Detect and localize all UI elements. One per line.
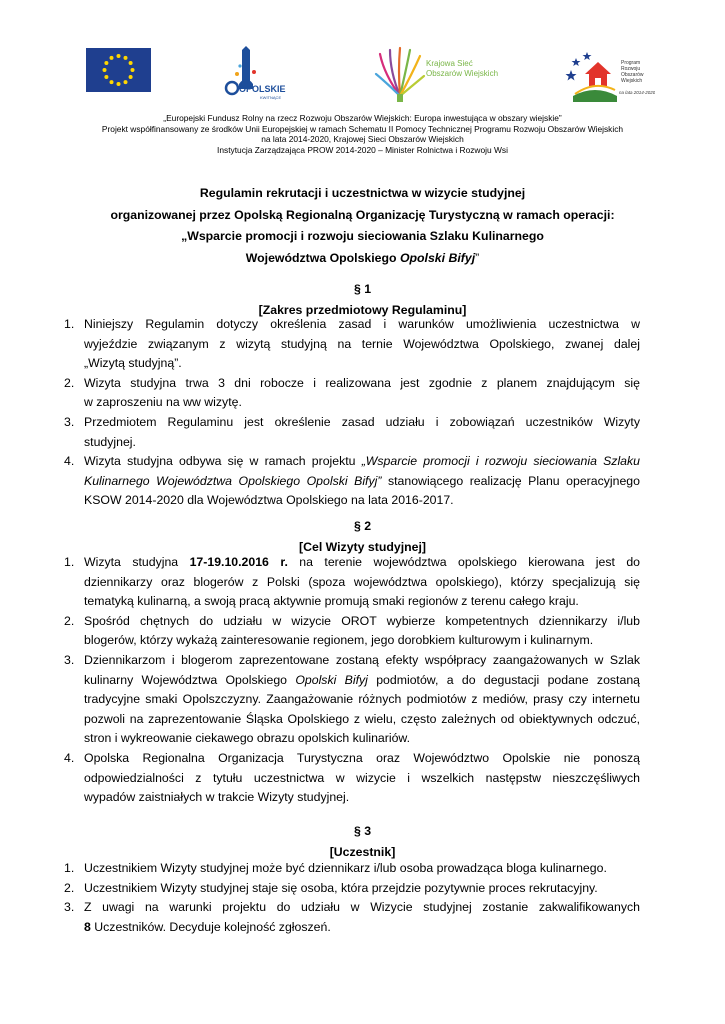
section-heading: [Cel Wizyty studyjnej] [299, 540, 426, 554]
section-number: § 3 [353, 824, 372, 838]
ksow-logo-line2: Obszarów Wiejskich [426, 69, 499, 78]
opolskie-logo-text: OPOLSKIE [239, 84, 286, 94]
list-line [84, 472, 640, 492]
funding-note-line: Instytucja Zarządzająca PROW 2014-2020 – Minister Rolnictwa i Rozwoju Wsi [217, 144, 508, 155]
list-item [64, 374, 640, 413]
list-line: „Wizytą studyjną”. [84, 356, 182, 371]
section-2-list [64, 553, 640, 808]
list-number: 4. [64, 750, 75, 765]
brand-name: Opolski Bifyj [295, 672, 368, 687]
eu-flag-logo [86, 48, 151, 92]
prow-logo-years: na lata 2014-2020 [619, 90, 655, 95]
list-line [84, 452, 640, 472]
ksow-logo [370, 44, 510, 104]
section-heading: [Uczestnik] [329, 845, 396, 859]
list-number: 3. [64, 414, 75, 429]
list-line: Z uwagi na warunki projektu do udziału w Wizycie studyjnej zostanie zakwalifikowanych [84, 900, 640, 915]
list-number: 3. [64, 900, 75, 915]
list-line: Spośród chętnych do udziału w wizycie OROT wybierze kompetentnych dziennikarzy i/lub [84, 613, 640, 628]
list-line: Dziennikarzom i blogerom zaprezentowane zostaną efekty współpracy zaangażowanych w Szlak [84, 652, 640, 667]
list-item [64, 413, 640, 452]
list-line: Przedmiotem Regulaminu jest określenie zasad udziału i zobowiązań uczestników Wizyty [84, 414, 640, 429]
list-item [64, 452, 640, 511]
list-number: 2. [64, 613, 75, 628]
list-text: Wizyta studyjna odbywa się w ramach projektu [84, 454, 362, 469]
list-number: 1. [64, 555, 75, 569]
title-line: organizowanej przez Opolską Regionalną Organizację Turystyczną w ramach operacji: [110, 207, 615, 222]
list-text: stanowiącego realizację Planu operacyjnego [381, 473, 640, 488]
project-name: Kulinarnego Województwa Opolskiego Opolski Bifyj” [84, 473, 382, 488]
funding-note-line: na lata 2014-2020, Krajowej Sieci Obszarów Wiejskich [261, 134, 464, 145]
list-line: pozwoli na zaprezentowanie Śląska Opolskiego z wielu, często zależnych od obiektywnych odczuć, [84, 711, 640, 726]
logo-bar [0, 44, 725, 104]
list-item [64, 859, 640, 879]
opolskie-logo [222, 44, 290, 102]
list-line: studyjnej. [84, 434, 136, 449]
list-line: tradycyjne smaki Opolszczyzny. Zaangażowanie różnych podmiotów z mediów, prasy czy internetu [84, 692, 640, 707]
list-line: Uczestnikiem Wizyty studyjnej staje się osoba, która przejdzie pozytywnie proces rekrutacyjny. [84, 880, 598, 895]
list-text: na terenie województwa opolskiego kierowana jest do [287, 555, 640, 569]
document-title [40, 183, 685, 269]
title-line: Regulamin rekrutacji i uczestnictwa w wizycie studyjnej [199, 186, 526, 200]
project-name: „Wsparcie promocji i rozwoju sieciowania Szlaku [361, 454, 640, 469]
section-heading: [Zakres przedmiotowy Regulaminu] [258, 303, 467, 317]
title-line [40, 248, 685, 270]
list-number: 2. [64, 375, 75, 390]
section-number: § 2 [353, 519, 372, 533]
participant-count: 8 [84, 919, 91, 934]
list-item [64, 879, 640, 899]
list-text: kulinarny Województwa Opolskiego [84, 672, 296, 687]
section-3-header [40, 821, 685, 863]
list-number: 1. [64, 317, 75, 331]
section-2-header [40, 516, 685, 558]
list-line [84, 671, 640, 691]
list-line [84, 553, 640, 573]
list-line: w zaproszeniu na ww wizytę. [84, 395, 242, 410]
visit-date: 17-19.10.2016 r. [189, 555, 288, 569]
list-item [64, 749, 640, 808]
list-item [64, 651, 640, 749]
opolskie-logo-subtext: KWITNĄCE [260, 95, 282, 100]
list-number: 2. [64, 880, 75, 895]
list-number: 4. [64, 454, 75, 469]
list-line: odpowiedzialności z tytułu uczestnictwa w wizycie i wszelkich następstw nieszczęśliwych [84, 770, 640, 785]
list-text: Wizyta studyjna [84, 555, 190, 569]
prow-logo-line4: Wiejskich [621, 78, 643, 84]
funding-note-line: Projekt współfinansowany ze środków Unii Europejskiej w ramach Schematu II Pomocy Technicznej Programu Rozwoju Obszarów Wiejskich [101, 123, 624, 134]
list-line [84, 918, 640, 938]
list-line: stron i wykreowanie ciekawego obrazu opolskich kulinariów. [84, 731, 411, 746]
list-line: tematyką kulinarną, a swoją pracą aktywnie promują smaki regionów z terenu całego kraju. [84, 594, 579, 609]
list-number: 3. [64, 652, 75, 667]
list-number: 1. [64, 861, 75, 875]
star-icon [566, 52, 592, 81]
title-line-part: ” [475, 250, 480, 265]
section-3-list [64, 859, 640, 937]
list-line: dziennikarzy oraz blogerów z Polski (spoza województwa opolskiego), którzy specjalizują się [84, 574, 640, 589]
prow-logo-line1: Program [621, 60, 641, 66]
list-line: wyjeździe związanym z wizytą studyjną na ternie Województwa Opolskiego, zwanej dalej [84, 336, 640, 351]
section-number: § 1 [353, 282, 372, 296]
list-line: KSOW 2014-2020 dla Województwa Opolskiego na lata 2016-2017. [84, 493, 454, 508]
section-1-list [64, 315, 640, 511]
title-brand-name: Opolski Bifyj [399, 250, 476, 265]
list-item [64, 553, 640, 612]
funding-note-line: „Europejski Fundusz Rolny na rzecz Rozwoju Obszarów Wiejskich: Europa inwestująca w obszary wiejskie” [163, 113, 562, 123]
list-item [64, 315, 640, 374]
list-line: blogerów, którzy wykażą zainteresowanie regionem, jego dorobkiem kulturowym i kulinarnym. [84, 633, 594, 648]
list-line: Uczestnikiem Wizyty studyjnej może być dziennikarz i/lub osoba prowadząca bloga kulinarnego. [84, 861, 607, 875]
list-item [64, 612, 640, 651]
prow-logo-line3: Obszarów [621, 72, 644, 78]
list-line: Wizyta studyjna trwa 3 dni robocze i realizowana jest zgodnie z planem znajdującym się [84, 375, 640, 390]
list-line: wypadów zaistniałych w trakcie Wizyty studyjnej. [84, 790, 350, 805]
list-text: podmiotów, a do degustacji podane zostaną [367, 672, 640, 687]
title-line-part: Województwa Opolskiego [245, 250, 400, 265]
funding-note [40, 113, 685, 155]
ksow-logo-line1: Krajowa Sieć [426, 59, 473, 68]
title-line: „Wsparcie promocji i rozwoju sieciowania Szlaku Kulinarnego [181, 229, 544, 243]
list-line: Opolska Regionalna Organizacja Turystyczna oraz Województwo Opolskie nie ponoszą [84, 750, 640, 765]
list-text: Uczestników. Decyduje kolejność zgłoszeń. [90, 919, 331, 934]
prow-logo-line2: Rozwoju [621, 66, 641, 72]
list-line: Niniejszy Regulamin dotyczy określenia zasad i warunków umożliwienia uczestnictwa w [84, 317, 640, 331]
prow-logo [565, 44, 655, 104]
list-item [64, 898, 640, 937]
